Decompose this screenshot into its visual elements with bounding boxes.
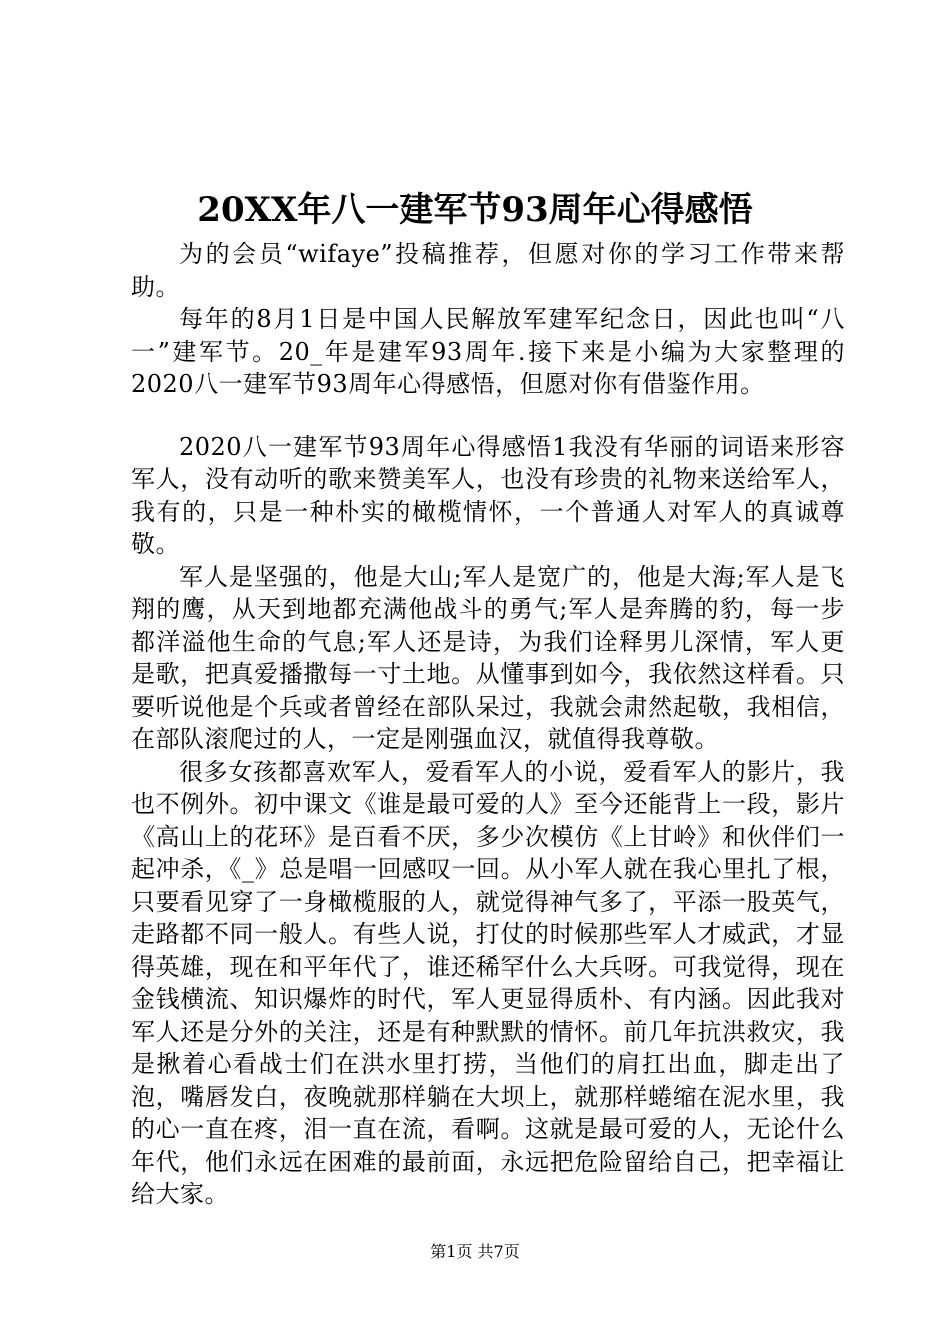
page-number-footer: 第1页 共7页: [430, 1242, 520, 1261]
document-title: 20XX年八一建军节93周年心得感悟: [197, 190, 753, 230]
document-body: [131, 238, 845, 1211]
intro-paragraph: 为的会员“wifaye”投稿推荐，但愿对你的学习工作带来帮助。: [131, 240, 845, 301]
preface-paragraph: 每年的8月1日是中国人民解放军建军纪念日，因此也叫“八一”建军节。20_年是建军93周年.接下来是小编为大家整理的2020八一建军节93周年心得感悟，但愿对你有借鉴作用。: [131, 305, 845, 398]
memories-paragraph: 很多女孩都喜欢军人，爱看军人的小说，爱看军人的影片，我也不例外。初中课文《谁是最可爱的人》至今还能背上一段，影片《高山上的花环》是百看不厌，多少次模仿《上甘岭》和伙伴们一起冲杀，《_》总是唱一回感叹一回。从小军人就在我心里扎了根，只要看见穿了一身橄榄服的人，就觉得神气多了，平添一股英气，走路都不同一般人。有些人说，打仗的时候那些军人才威武，才显得英雄，现在和平年代了，谁还稀罕什么大兵呀。可我觉得，现在金钱横流、知识爆炸的时代，军人更显得质朴、有内涵。因此我对军人还是分外的关注，还是有种默默的情怀。前几年抗洪救灾，我是揪着心看战士们在洪水里打捞，当他们的肩扛出血，脚走出了泡，嘴唇发白，夜晚就那样躺在大坝上，就那样蜷缩在泥水里，我的心一直在疼，泪一直在流，看啊。这就是最可爱的人，无论什么年代，他们永远在困难的最前面，永远把危险留给自己，把幸福让给大家。: [131, 757, 845, 1208]
soldier-praise-paragraph: 军人是坚强的，他是大山;军人是宽广的，他是大海;军人是飞翔的鹰，从天到地都充满他战斗的勇气;军人是奔腾的豹，每一步都洋溢他生命的气息;军人还是诗，为我们诠释男儿深情，军人更是歌，把真爱播撒每一寸土地。从懂事到如今，我依然这样看。只要听说他是个兵或者曾经在部队呆过，我就会肃然起敬，我相信，在部队滚爬过的人，一定是刚强血汉，就值得我尊敬。: [131, 562, 845, 753]
section-1-paragraph: 2020八一建军节93周年心得感悟1我没有华丽的词语来形容军人，没有动听的歌来赞美军人，也没有珍贵的礼物来送给军人，我有的，只是一种朴实的橄榄情怀，一个普通人对军人的真诚尊敬。: [131, 432, 845, 558]
